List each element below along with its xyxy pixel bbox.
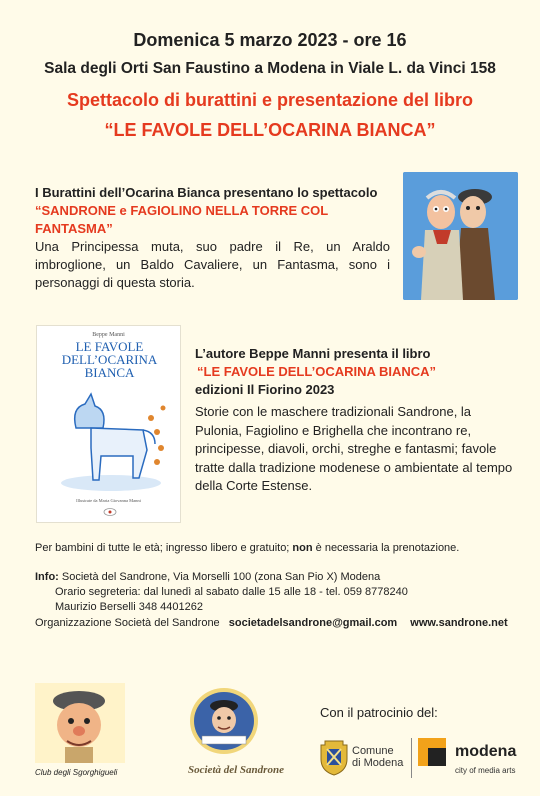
email-link[interactable]: societadelsandrone@gmail.com [228,617,398,629]
puppets-photo [403,172,518,300]
book-cover-title: LE FAVOLE DELL’OCARINA BIANCA [61,339,158,380]
book-cover [36,325,181,523]
sgorghigueli-logo [35,683,125,763]
info-address: Info: Società del Sandrone, Via Morselli 100 (zona San Pio X) Modena [35,571,381,583]
event-type: Spettacolo di burattini e presentazione del libro [66,90,474,110]
comune-name: Comune di Modena [352,745,404,769]
show-description: Una Principessa muta, suo padre il Re, un Araldo imbroglione, un Baldo Cavaliere, un Fantasma, sono i personaggi di questa storia. [35,239,390,290]
book-title: “LE FAVOLE DELL’OCARINA BIANCA” [197,364,437,379]
info-organization: Organizzazione Società del Sandrone societadelsandrone@gmail.com www.sandrone.net [35,617,508,629]
sgorghigueli-caption: Club degli Sgorghigueli [35,768,118,777]
book-intro: L’autore Beppe Manni presenta il libro [195,346,431,361]
book-cover-illustrator: Illustrate da Maria Giovanna Manni [76,498,141,503]
book-cover-author: Beppe Manni [92,332,125,338]
info-label: Info: [35,571,59,583]
modena-brand-name: modena [455,743,517,760]
book-section [195,345,515,496]
website-link[interactable]: www.sandrone.net [410,617,508,629]
sandrone-society-logo [188,686,260,756]
show-section [35,184,390,292]
book-edition: edizioni Il Fiorino 2023 [195,382,335,397]
publisher-logo [103,508,117,516]
comune-coat-of-arms-icon [317,737,351,777]
event-venue: Sala degli Orti San Faustino a Modena in Viale L. da Vinci 158 [44,60,496,77]
donkey-illustration [51,388,169,493]
info-contact: Maurizio Berselli 348 4401262 [55,601,203,613]
logo-divider [411,738,412,778]
book-description: Storie con le maschere tradizionali Sandrone, la Pulonia, Fagiolino e Brighella che incontrano re, principesse, diavoli, orchi, streghe e fantasmi; favole tratte dalla tradizione modenese o ambientate al tempo della Corte Estense. [195,404,513,493]
info-hours: Orario segreteria: dal lunedì al sabato dalle 15 alle 18 - tel. 059 8778240 [55,586,408,598]
show-intro: I Burattini dell’Ocarina Bianca presentano lo spettacolo [35,185,378,200]
book-title-header: “LE FAVOLE DELL’OCARINA BIANCA” [104,120,436,140]
sandrone-society-caption: Società del Sandrone [188,764,284,776]
modena-brand-icon [418,738,446,766]
sponsorship-label: Con il patrocinio del: [320,705,438,720]
audience-note: Per bambini di tutte le età; ingresso libero e gratuito; non è necessaria la prenotazione. [35,542,460,554]
event-date: Domenica 5 marzo 2023 - ore 16 [133,30,407,50]
show-title: “SANDRONE e FAGIOLINO NELLA TORRE COL FANTASMA” [35,203,329,236]
modena-brand-tagline: city of media arts [455,766,516,775]
